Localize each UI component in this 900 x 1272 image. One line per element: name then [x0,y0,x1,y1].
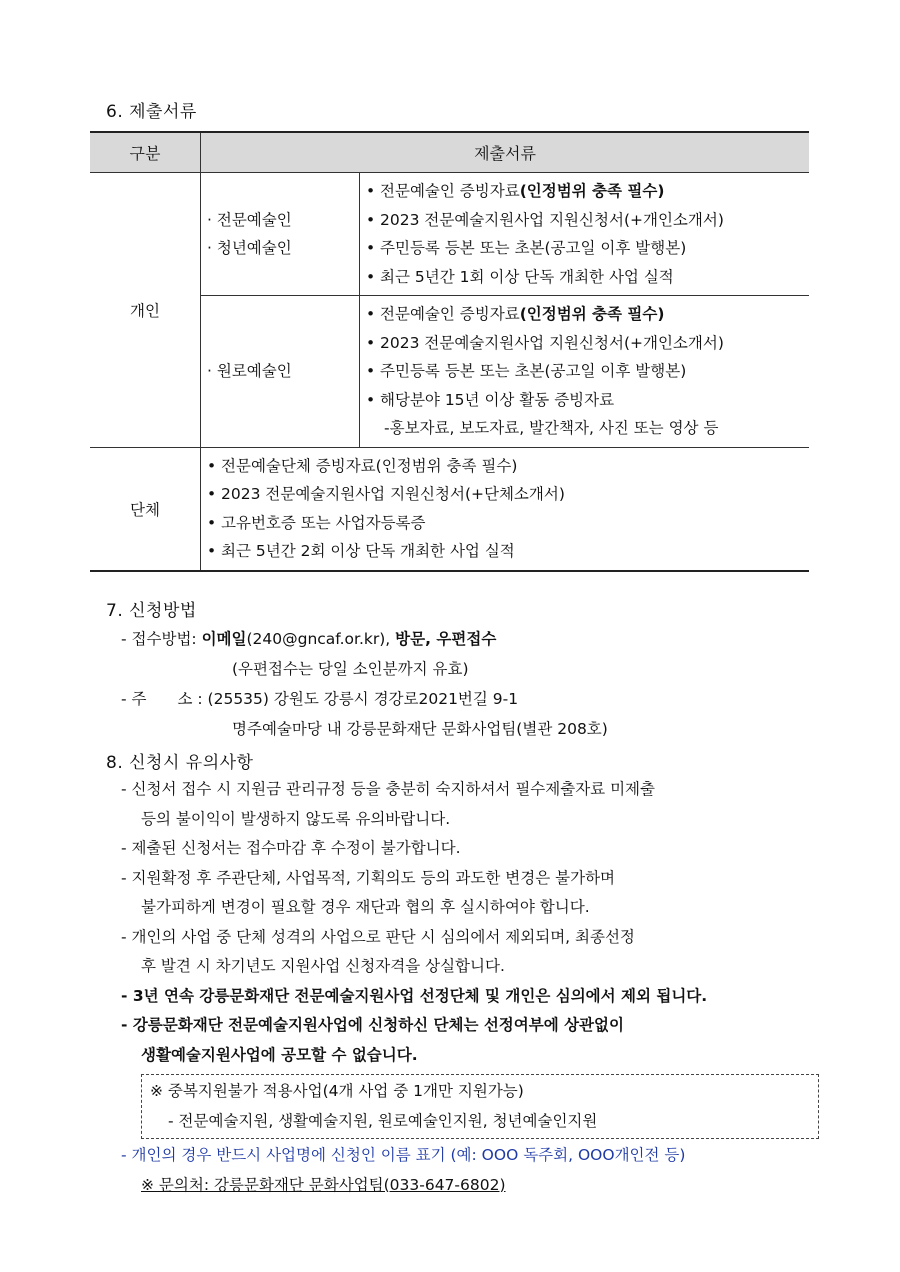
submission-documents-table [90,131,809,572]
method-note: (우편접수는 당일 소인분까지 유효) [232,660,469,678]
list-item: • 전문예술인 증빙자료(인정범위 충족 필수) [366,177,809,206]
note-item-cont: 등의 불이익이 발생하지 않도록 유의바랍니다. [141,809,451,828]
address-line: - 주 소 : (25535) 강원도 강릉시 경강로2021번길 9-1 [121,690,519,708]
contact-info: ※ 문의처: 강릉문화재단 문화사업팀(033-647-6802) [141,1175,506,1194]
bullet-icon: • [366,267,376,286]
blue-note: - 개인의 경우 반드시 사업명에 신청인 이름 표기 (예: OOO 독주회, OOO개인전 등) [121,1146,686,1164]
application-method-block [121,624,608,744]
note-item: - 지원확정 후 주관단체, 사업목적, 기획의도 등의 과도한 변경은 불가하며 [121,868,616,887]
bullet-icon: • [366,210,376,229]
documents-cell [360,173,810,296]
list-item: • 최근 5년간 2회 이상 단독 개최한 사업 실적 [207,537,809,566]
bullet-icon: • [366,333,376,352]
list-item: • 2023 전문예술지원사업 지원신청서(+개인소개서) [366,206,809,235]
table-row [90,173,809,296]
method-line: - 접수방법: 이메일(240@gncaf.or.kr), 방문, 우편접수 [121,630,497,648]
header-documents: 제출서류 [201,132,810,173]
section-7-heading: 7. 신청방법 [106,601,197,621]
type-label: · 전문예술인 [207,211,292,229]
list-item: • 주민등록 등본 또는 초본(공고일 이후 발행본) [366,234,809,263]
individual-type-cell-1 [201,173,360,296]
bullet-icon: • [366,362,376,380]
bold-note-2-cont: 생활예술지원사업에 공모할 수 없습니다. [141,1045,418,1064]
box-line-2: - 전문예술지원, 생활예술지원, 원로예술인지원, 청년예술인지원 [168,1111,598,1130]
type-label: · 원로예술인 [207,362,292,381]
list-item: • 2023 전문예술지원사업 지원신청서(+개인소개서) [366,329,809,358]
list-item: • 최근 5년간 1회 이상 단독 개최한 사업 실적 [366,263,809,292]
list-item: • 전문예술단체 증빙자료(인정범위 충족 필수) [207,452,809,481]
note-item: - 개인의 사업 중 단체 성격의 사업으로 판단 시 심의에서 제외되며, 최종선정 [121,927,635,946]
list-sub-note: -홍보자료, 보도자료, 발간책자, 사진 또는 영상 등 [384,419,719,437]
bullet-icon: • [366,182,376,200]
individual-type-cell-2 [201,296,360,448]
bold-note-2: - 강릉문화재단 전문예술지원사업에 신청하신 단체는 선정여부에 상관없이 [121,1016,624,1034]
bullet-icon: • [207,485,217,503]
bullet-icon: • [366,239,376,257]
bullet-icon: • [207,542,217,560]
header-category: 구분 [90,132,201,173]
notes-list [121,775,821,1200]
note-item: - 제출된 신청서는 접수마감 후 수정이 불가합니다. [121,839,461,857]
table-row [90,447,809,571]
duplicate-support-box [141,1074,819,1139]
bullet-icon: • [207,513,217,532]
list-item: • 해당분야 15년 이상 활동 증빙자료 [366,386,809,415]
category-individual: 개인 [90,173,201,448]
bullet-icon: • [366,390,376,409]
bold-note-1: - 3년 연속 강릉문화재단 전문예술지원사업 선정단체 및 개인은 심의에서 제외 됩니다. [121,986,708,1005]
box-line-1: ※ 중복지원불가 적용사업(4개 사업 중 1개만 지원가능) [150,1082,524,1100]
bullet-icon: • [207,456,217,475]
category-group: 단체 [90,447,201,571]
documents-cell [201,447,810,571]
list-item: • 2023 전문예술지원사업 지원신청서(+단체소개서) [207,480,809,509]
section-8-heading: 8. 신청시 유의사항 [106,753,254,773]
list-item: • 고유번호증 또는 사업자등록증 [207,509,809,538]
note-item-cont: 후 발견 시 차기년도 지원사업 신청자격을 상실합니다. [141,957,505,975]
type-label: · 청년예술인 [207,239,292,257]
section-6-heading: 6. 제출서류 [106,102,197,122]
note-item: - 신청서 접수 시 지원금 관리규정 등을 충분히 숙지하셔서 필수제출자료 미제출 [121,780,656,798]
note-item-cont: 불가피하게 변경이 필요할 경우 재단과 협의 후 실시하여야 합니다. [141,898,590,916]
list-item: • 전문예술인 증빙자료(인정범위 충족 필수) [366,300,809,329]
address-line-2: 명주예술마당 내 강릉문화재단 문화사업팀(별관 208호) [232,720,608,738]
bullet-icon: • [366,305,376,323]
list-item: • 주민등록 등본 또는 초본(공고일 이후 발행본) [366,357,809,386]
documents-cell [360,296,810,448]
